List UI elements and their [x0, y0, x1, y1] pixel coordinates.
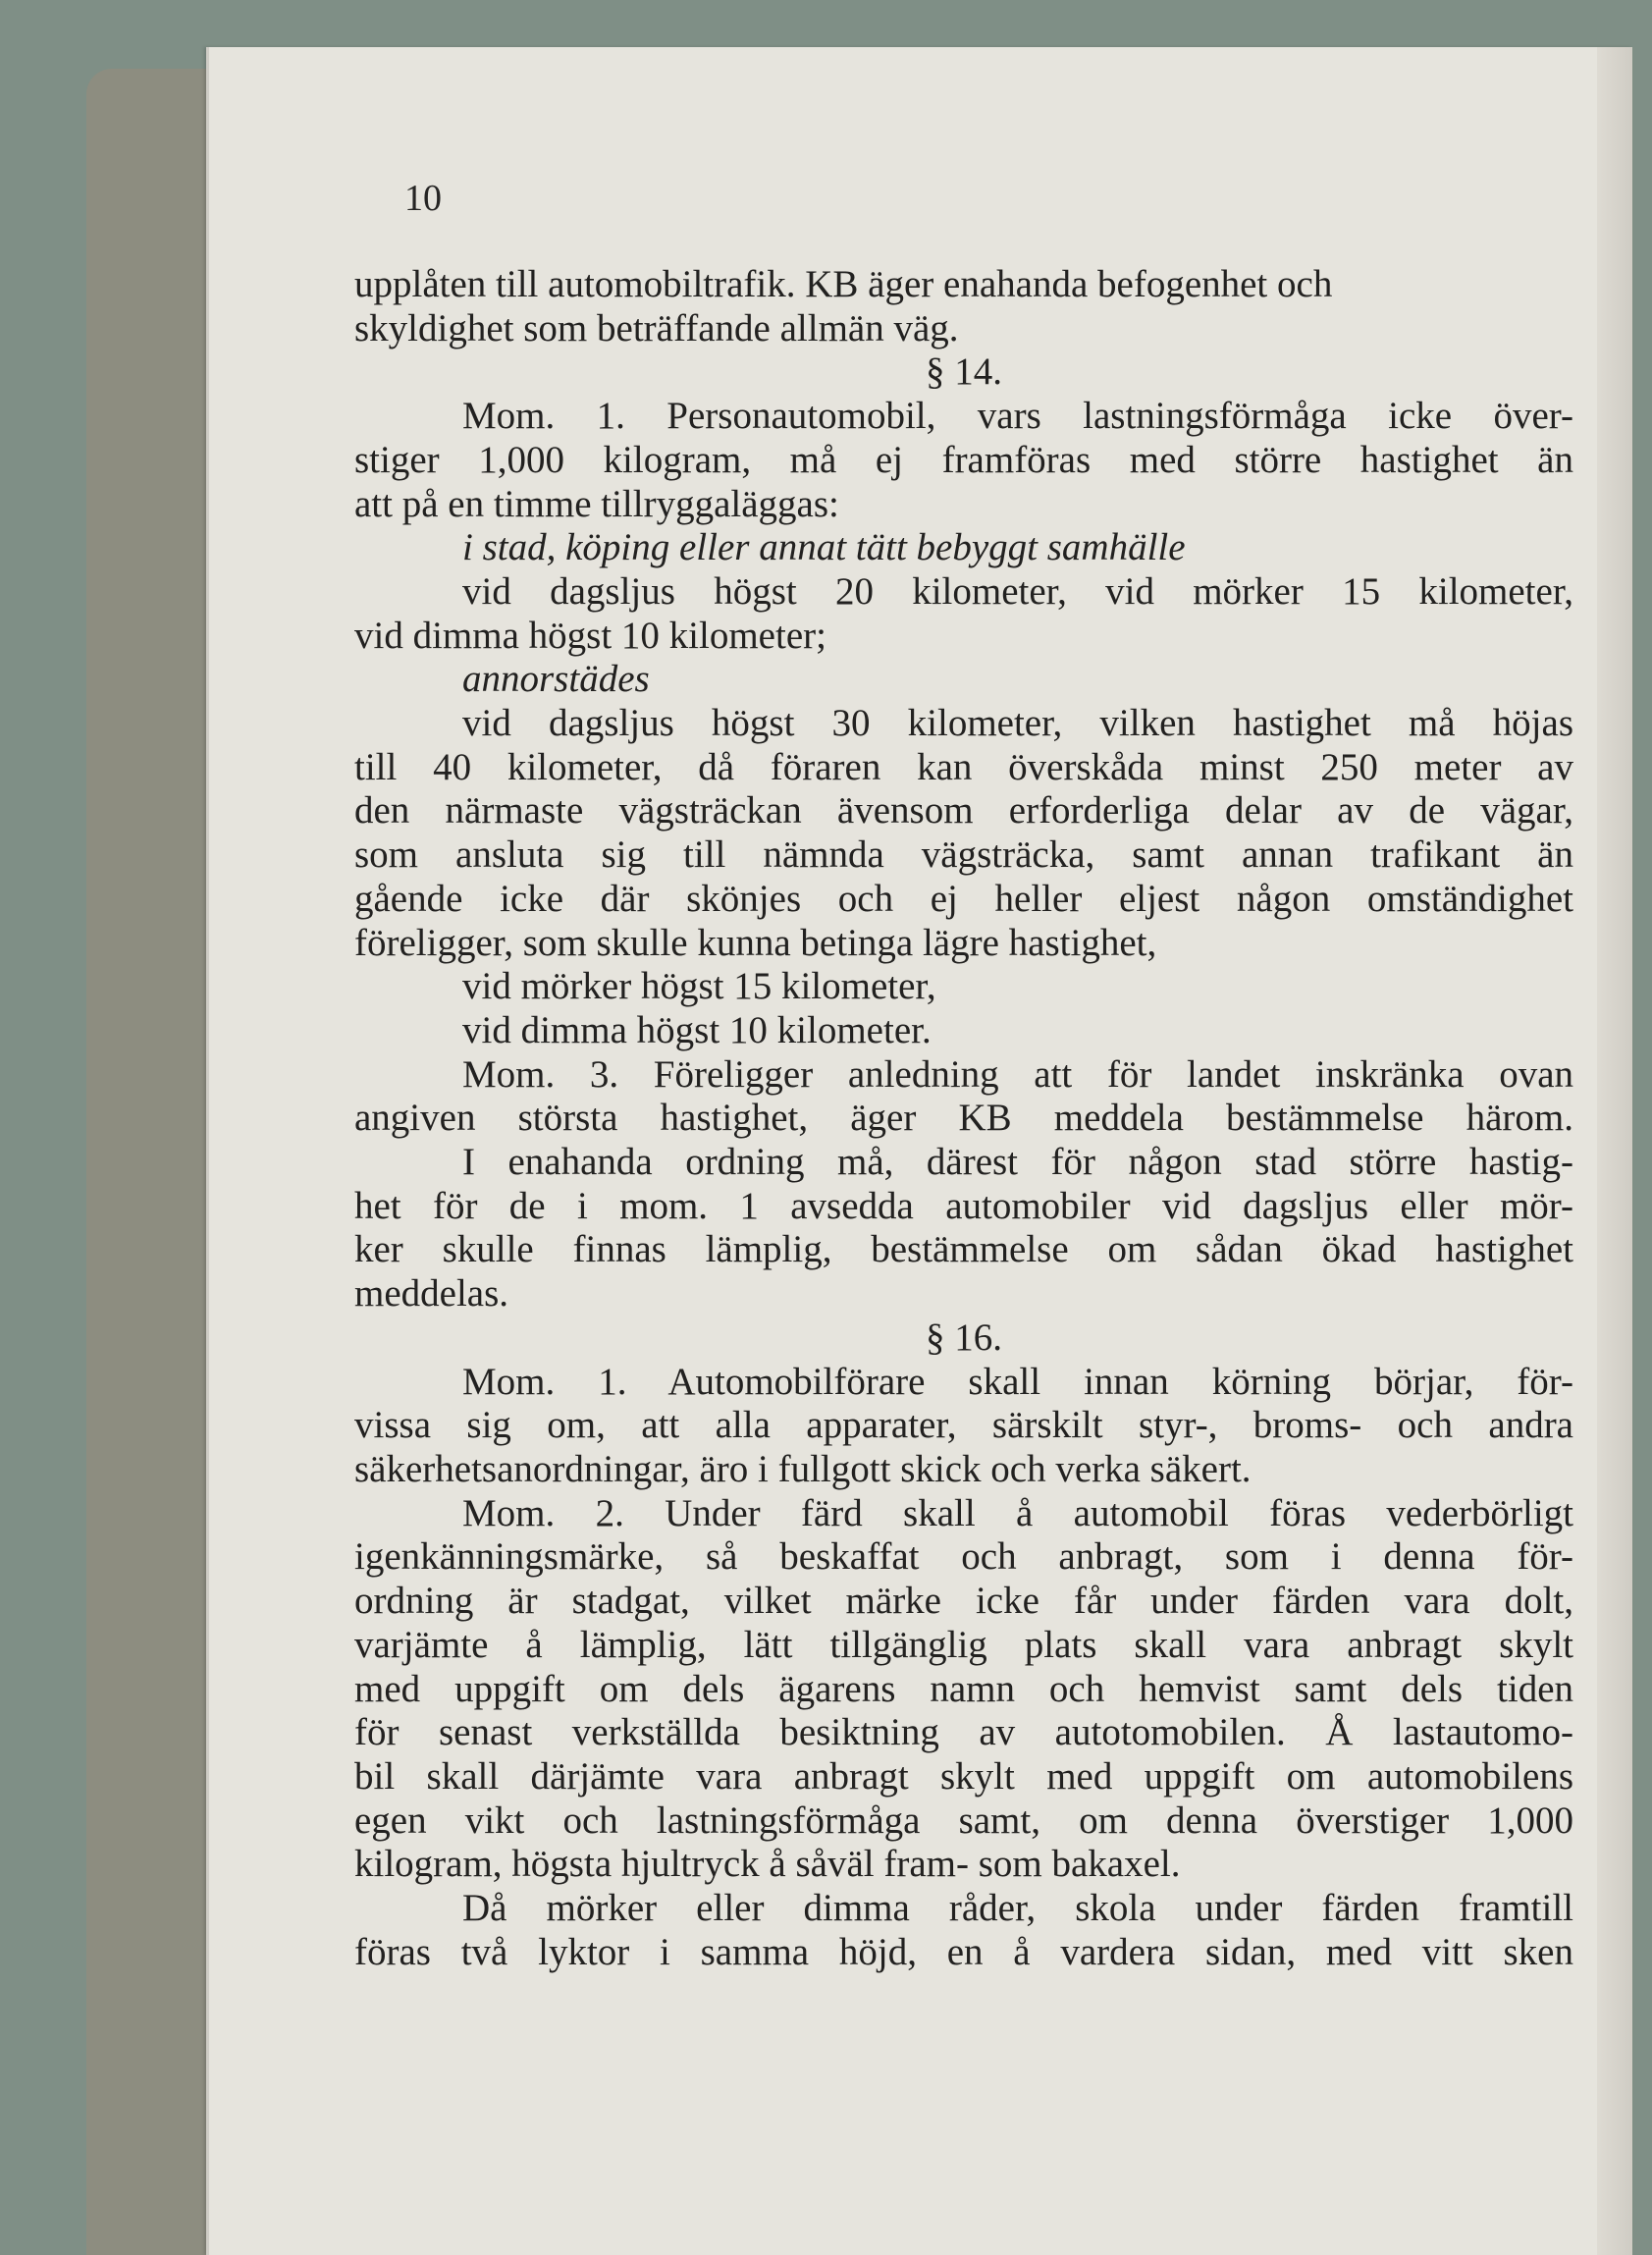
section-heading: § 16.	[926, 1315, 1002, 1359]
text-line: Mom. 2. Under färd skall å automobil föras vederbörligt	[462, 1491, 1573, 1534]
text-line: vid dimma högst 10 kilometer;	[354, 614, 826, 657]
text-line: Mom. 1. Personautomobil, vars lastningsförmåga icke över-	[462, 395, 1573, 438]
text-line: Då mörker eller dimma råder, skola under färden framtill	[462, 1887, 1573, 1930]
text-line: angiven största hastighet, äger KB meddela bestämmelse härom.	[354, 1097, 1573, 1140]
text-line: den närmaste vägsträckan ävensom erforderliga delar av de vägar,	[354, 789, 1573, 832]
text-line: att på en timme tillryggaläggas:	[354, 482, 839, 525]
text-line: till 40 kilometer, då föraren kan överskåda minst 250 meter av	[354, 745, 1573, 788]
text-line: meddelas.	[354, 1272, 509, 1315]
text-line: som ansluta sig till nämnda vägsträcka, samt annan trafikant än	[354, 833, 1573, 877]
text-line: föreligger, som skulle kunna betinga lägre hastighet,	[354, 921, 1157, 964]
text-line: egen vikt och lastningsförmåga samt, om denna överstiger 1,000	[354, 1799, 1573, 1842]
text-line: I enahanda ordning må, därest för någon stad större hastig-	[462, 1141, 1573, 1184]
text-line: vid dagsljus högst 30 kilometer, vilken hastighet må höjas	[462, 702, 1573, 745]
section-heading: § 14.	[926, 350, 1002, 394]
text-line: föras två lyktor i samma höjd, en å vardera sidan, med vitt sken	[354, 1930, 1573, 1973]
text-line: varjämte å lämplig, lätt tillgänglig plats skall vara anbragt skylt	[354, 1623, 1573, 1666]
text-line: Mom. 3. Föreligger anledning att för landet inskränka ovan	[462, 1052, 1573, 1096]
text-line: säkerhetsanordningar, äro i fullgott skick och verka säkert.	[354, 1447, 1252, 1490]
text-line: för senast verkställda besiktning av autotomobilen. Å lastautomo-	[354, 1711, 1573, 1754]
page-number: 10	[404, 178, 442, 219]
text-line: vid mörker högst 15 kilometer,	[462, 965, 936, 1008]
text-line: het för de i mom. 1 avsedda automobiler vid dagsljus eller mör-	[354, 1184, 1573, 1227]
page-edge	[1597, 47, 1632, 2255]
text-line: ordning är stadgat, vilket märke icke får under färden vara dolt,	[354, 1580, 1573, 1623]
italic-heading: annorstädes	[462, 658, 650, 701]
text-line: med uppgift om dels ägarens namn och hemvist samt dels tiden	[354, 1667, 1573, 1710]
italic-heading: i stad, köping eller annat tätt bebyggt samhälle	[462, 526, 1186, 569]
text-line: stiger 1,000 kilogram, må ej framföras med större hastighet än	[354, 438, 1573, 481]
text-line: bil skall därjämte vara anbragt skylt med uppgift om automobilens	[354, 1754, 1573, 1798]
text-line: ker skulle finnas lämplig, bestämmelse om sådan ökad hastighet	[354, 1228, 1573, 1271]
text-line: igenkänningsmärke, så beskaffat och anbragt, som i denna för-	[354, 1535, 1573, 1579]
text-line: gående icke där skönjes och ej heller eljest någon omständighet	[354, 877, 1573, 920]
text-line: vissa sig om, att alla apparater, särskilt styr-, broms- och andra	[354, 1404, 1573, 1447]
text-line: kilogram, högsta hjultryck å såväl fram- som bakaxel.	[354, 1843, 1181, 1886]
text-line: vid dimma högst 10 kilometer.	[462, 1008, 932, 1051]
body-text	[354, 263, 1573, 1974]
text-line: upplåten till automobiltrafik. KB äger enahanda befogenhet och	[354, 263, 1333, 305]
text-line: Mom. 1. Automobilförare skall innan körning börjar, för-	[462, 1360, 1573, 1403]
text-line: skyldighet som beträffande allmän väg.	[354, 306, 959, 349]
text-line: vid dagsljus högst 20 kilometer, vid mörker 15 kilometer,	[462, 569, 1573, 613]
